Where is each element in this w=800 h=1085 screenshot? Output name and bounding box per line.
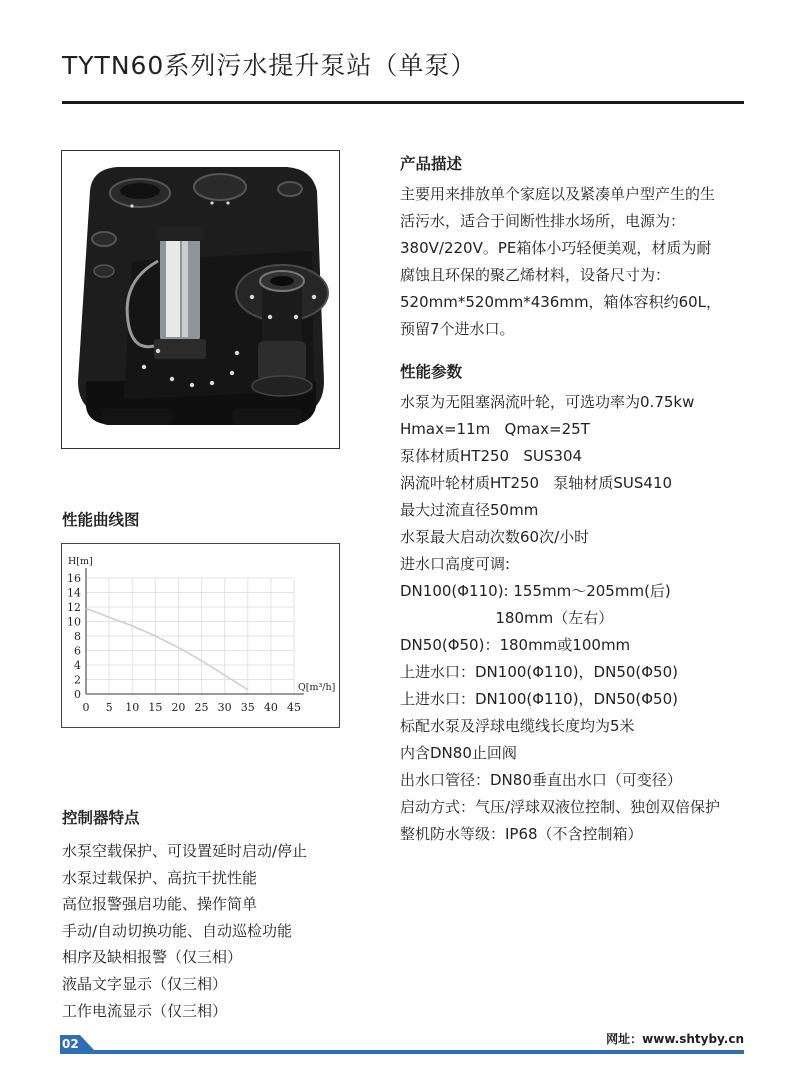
y-tick-label: 16	[67, 572, 81, 585]
controller-feature: 相序及缺相报警（仅三相）	[62, 948, 243, 967]
controller-feature: 高位报警强启功能、操作简单	[62, 895, 258, 914]
y-tick-label: 2	[74, 673, 81, 687]
performance-curve-chart	[61, 543, 340, 728]
param-line: 涡流叶轮材质HT250 泵轴材质SUS410	[400, 474, 673, 492]
description-line: 腐蚀且环保的聚乙烯材料，设备尺寸为：	[400, 266, 671, 284]
param-line: 上进水口：DN100(Φ110)，DN50(Φ50)	[400, 690, 678, 708]
performance-curve-heading: 性能曲线图	[62, 511, 140, 529]
param-line: DN100(Φ110): 155mm～205mm(后)	[400, 582, 671, 600]
y-axis-label: H[m]	[68, 556, 93, 567]
description-line: 活污水，适合于间断性排水场所，电源为：	[400, 212, 686, 230]
y-tick-label: 10	[67, 615, 81, 629]
param-line: 180mm（左右）	[400, 609, 614, 627]
description-line: 预留7个进水口。	[400, 320, 515, 338]
footer-rule	[60, 1050, 744, 1054]
chart-plot	[62, 544, 339, 727]
y-tick-label: 12	[67, 601, 81, 614]
controller-feature: 工作电流显示（仅三相）	[62, 1001, 228, 1020]
param-line: DN50(Φ50)：180mm或100mm	[400, 636, 631, 654]
param-line: 最大过流直径50mm	[400, 501, 539, 519]
performance-params-list	[400, 389, 720, 848]
controller-feature: 手动/自动切换功能、自动巡检功能	[62, 921, 293, 940]
controller-feature: 液晶文字显示（仅三相）	[62, 974, 228, 993]
x-tick-label: 10	[125, 701, 140, 714]
product-description	[400, 181, 750, 343]
param-line: 内含DN80止回阀	[400, 744, 517, 762]
controller-features-heading: 控制器特点	[62, 809, 140, 827]
x-tick-label: 15	[148, 701, 163, 714]
pump-station-illustration	[62, 151, 339, 448]
description-line: 520mm*520mm*436mm，箱体容积约60L，	[400, 293, 722, 311]
param-line: Hmax=11m Qmax=25T	[400, 420, 590, 438]
param-line: 标配水泵及浮球电缆线长度均为5米	[400, 717, 635, 735]
param-line: 水泵为无阻塞涡流叶轮，可选功率为0.75kw	[400, 393, 695, 411]
performance-curve-line	[86, 608, 248, 689]
y-tick-label: 4	[74, 659, 81, 672]
param-line: 泵体材质HT250 SUS304	[400, 447, 583, 465]
x-tick-label: 40	[263, 701, 278, 714]
controller-feature: 水泵空载保护、可设置延时启动/停止	[62, 842, 308, 860]
page-title: TYTN60系列污水提升泵站（单泵）	[62, 51, 477, 80]
product-desc-heading: 产品描述	[400, 155, 463, 173]
y-tick-label: 6	[74, 644, 81, 658]
website-link[interactable]: 网址：www.shtyby.cn	[606, 1032, 744, 1046]
param-line: 整机防水等级：IP68（不含控制箱）	[400, 825, 643, 843]
x-tick-label: 30	[217, 701, 232, 714]
y-tick-label: 8	[74, 630, 81, 643]
x-tick-label: 45	[287, 701, 301, 714]
description-line: 380V/220V。PE箱体小巧轻便美观，材质为耐	[400, 239, 712, 257]
param-line: 水泵最大启动次数60次/小时	[400, 528, 590, 546]
title-divider	[62, 101, 744, 104]
y-tick-label: 14	[67, 586, 81, 600]
x-tick-label: 20	[171, 701, 186, 714]
y-tick-label: 0	[74, 688, 81, 701]
param-line: 进水口高度可调:	[400, 555, 511, 573]
performance-params-heading: 性能参数	[400, 363, 463, 381]
x-tick-label: 5	[105, 701, 113, 714]
param-line: 上进水口：DN100(Φ110)，DN50(Φ50)	[400, 663, 678, 681]
x-tick-label: 0	[82, 701, 90, 714]
param-line: 出水口管径：DN80垂直出水口（可变径）	[400, 771, 682, 789]
description-line: 主要用来排放单个家庭以及紧凑单户型产生的生	[400, 185, 716, 203]
product-photo	[61, 150, 340, 449]
param-line: 启动方式：气压/浮球双液位控制、独创双倍保护	[400, 798, 721, 816]
x-tick-label: 35	[240, 701, 255, 714]
controller-features-list	[62, 838, 307, 1024]
x-tick-label: 25	[194, 701, 209, 714]
controller-feature: 水泵过载保护、高抗干扰性能	[62, 868, 258, 887]
x-axis-label: Q[m³/h]	[298, 682, 336, 693]
page-number: 02	[62, 1037, 79, 1051]
